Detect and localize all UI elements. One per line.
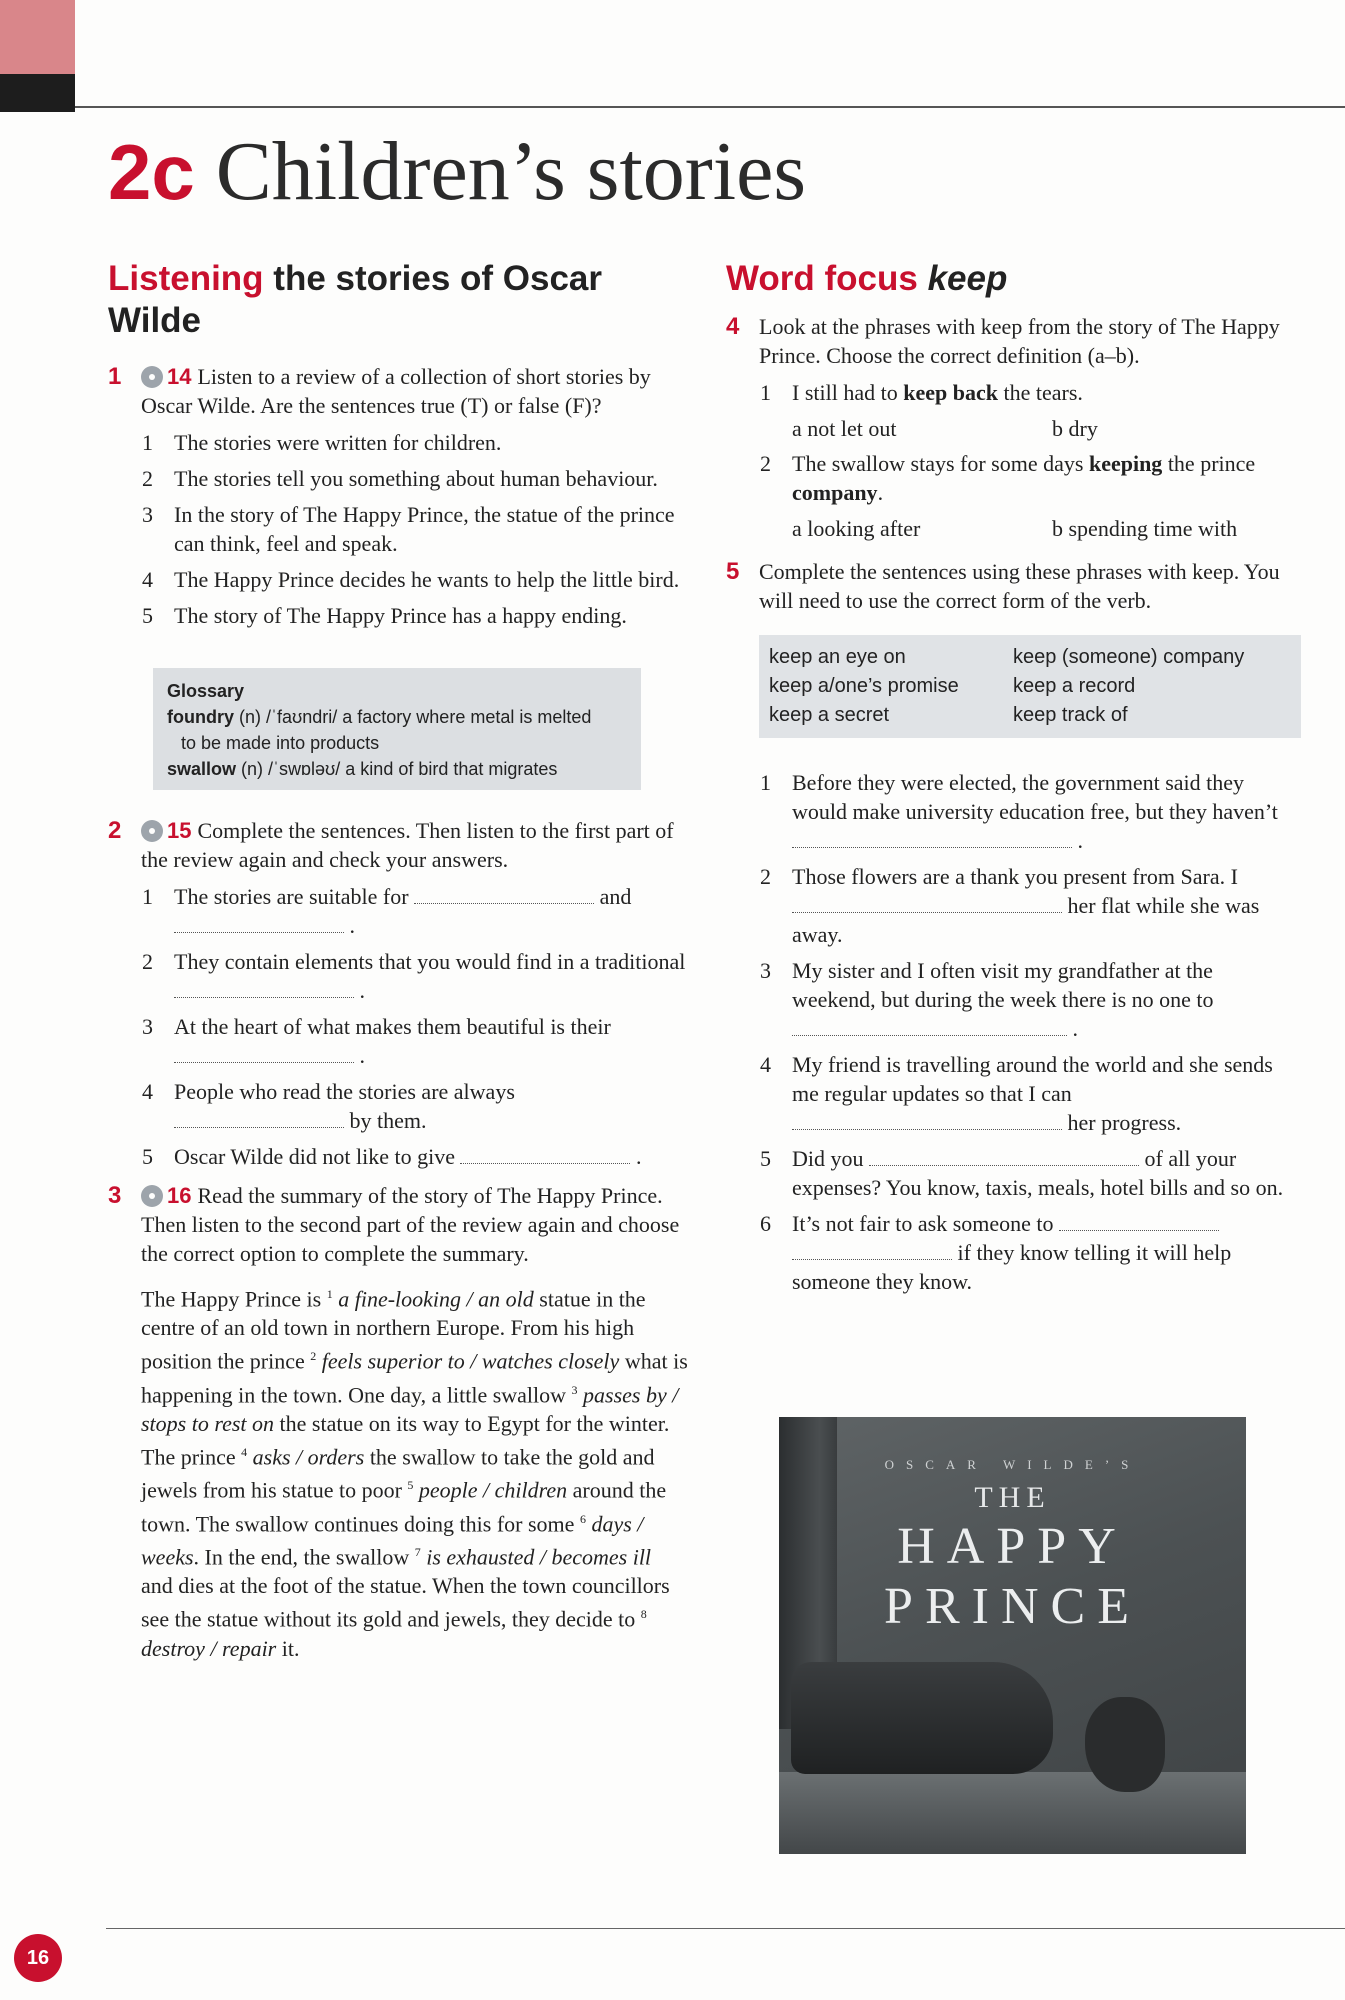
exercise-2-items — [108, 882, 688, 1171]
option-a[interactable]: a looking after — [792, 516, 921, 541]
glossary-heading: Glossary — [167, 681, 245, 701]
option-a[interactable]: a not let out — [792, 416, 897, 441]
glossary-box: Glossary foundry (n) /ˈfaʊndri/ a factory where metal is melted to be made into products swallow (n) /ˈswɒləʊ/ a kind of bird that migrates — [153, 668, 641, 790]
answer-blank[interactable] — [174, 914, 344, 933]
list-item: 1 The stories were written for children. — [142, 430, 502, 455]
answer-blank[interactable] — [174, 1109, 344, 1128]
option-b[interactable]: b dry — [1052, 416, 1098, 441]
exercise-number: 1 — [108, 363, 122, 390]
list-item: 2 The swallow stays for some days keeping the prince company. — [760, 451, 1256, 505]
option-choice[interactable]: asks / orders — [252, 1444, 365, 1470]
book-cover-image — [779, 1417, 1246, 1854]
answer-options — [726, 414, 1301, 443]
exercise-number: 5 — [726, 558, 740, 585]
answer-blank[interactable] — [869, 1147, 1139, 1166]
phrase: keep an eye on — [769, 646, 906, 668]
exercise-number: 2 — [108, 817, 122, 844]
option-b[interactable]: b spending time with — [1052, 516, 1238, 541]
audio-cd-icon — [141, 366, 163, 388]
bottom-rule — [106, 1928, 1345, 1929]
option-choice[interactable]: people / children — [418, 1477, 568, 1503]
exercise-4-items — [726, 378, 1301, 543]
page-number: 16 — [14, 1934, 62, 1982]
option-choice[interactable]: feels superior to / watches closely — [321, 1348, 620, 1374]
answer-blank[interactable] — [174, 979, 354, 998]
list-item: 4 The Happy Prince decides he wants to help the little bird. — [142, 567, 680, 592]
book-title-happy: HAPPY — [897, 1518, 1128, 1575]
list-item: 5 Oscar Wilde did not like to give . — [142, 1144, 642, 1169]
instruction: Listen to a review of a collection of short stories by Oscar Wilde. Are the sentences true (T) or false (F)? — [141, 364, 651, 418]
section-tab — [0, 0, 75, 112]
listening-heading: Listening the stories of Oscar Wilde — [108, 259, 603, 340]
answer-blank[interactable] — [792, 894, 1062, 913]
exercise-2 — [108, 816, 688, 874]
phrase: keep (someone) company — [1013, 646, 1245, 668]
option-choice[interactable]: a fine-looking / an old — [338, 1286, 534, 1312]
phrase: keep a record — [1013, 675, 1136, 697]
exercise-5-items — [726, 768, 1301, 1296]
exercise-number: 3 — [108, 1182, 122, 1209]
statue-plinth — [779, 1772, 1246, 1854]
right-column — [726, 258, 1301, 1303]
page-title — [108, 125, 807, 218]
option-choice[interactable]: destroy / repair — [141, 1635, 277, 1661]
unit-title: Children’s stories — [215, 125, 807, 218]
list-item: 3 My sister and I often visit my grandfather at the weekend, but during the week there is no one to . — [760, 958, 1214, 1041]
list-item: 1 I still had to keep back the tears. — [760, 380, 1083, 405]
list-item: 3 In the story of The Happy Prince, the statue of the prince can think, feel and speak. — [142, 502, 675, 556]
phrase: keep a/one’s promise — [769, 675, 959, 697]
instruction: Look at the phrases with keep from the story of The Happy Prince. Choose the correct definition (a–b). — [759, 314, 1280, 368]
list-item: 2 They contain elements that you would find in a traditional . — [142, 949, 686, 1003]
phrase: keep track of — [1013, 704, 1128, 726]
answer-blank[interactable] — [174, 1044, 354, 1063]
list-item: 1 The stories are suitable for and . — [142, 884, 632, 938]
answer-blank[interactable] — [792, 1241, 952, 1260]
list-item: 5 The story of The Happy Prince has a happy ending. — [142, 603, 627, 628]
audio-cd-icon — [141, 820, 163, 842]
statue-shoe — [791, 1662, 1053, 1774]
list-item: 3 At the heart of what makes them beautiful is their . — [142, 1014, 611, 1068]
list-item: 6 It’s not fair to ask someone to if they know telling it will help someone they know. — [760, 1211, 1232, 1294]
answer-blank[interactable] — [460, 1145, 630, 1164]
list-item: 5 Did you of all your expenses? You know, taxis, meals, hotel bills and so on. — [760, 1146, 1284, 1200]
phrase: keep a secret — [769, 704, 890, 726]
top-rule — [75, 106, 1345, 108]
story-summary: The Happy Prince is $^1$ a fine-looking / an old statue in the centre of an old town in northern Europe. From his high position the prince $^2$ feels superior to / watches closely what is happening in the town. One day, a little swallow $^3$ passes by / stops to rest on the statue on its way to Egypt for the winter. The prince $^4$ asks / orders the swallow to take the gold and jewels from his statue to poor $^5$ people / children around the town. The swallow continues doing this for some $^6$ days / weeks. In the end, the swallow $^7$ is exhausted / becomes ill and dies at the foot of the statue. When the town councillors see the statue without its gold and jewels, they decide to $^8$ destroy / repair it. — [141, 1286, 688, 1661]
unit-code: 2c — [108, 128, 195, 216]
exercise-5 — [726, 557, 1301, 615]
book-author: OSCAR WILDE’S — [884, 1457, 1141, 1472]
glossary-entry: swallow (n) /ˈswɒləʊ/ a kind of bird that migrates — [167, 759, 558, 779]
left-column — [108, 258, 688, 1663]
audio-cd-icon — [141, 1185, 163, 1207]
option-choice[interactable]: is exhausted / becomes ill — [426, 1544, 652, 1570]
track-number: 15 — [167, 818, 192, 843]
answer-blank[interactable] — [792, 1111, 1062, 1130]
exercise-number: 4 — [726, 313, 740, 340]
option-choice[interactable]: days / weeks — [141, 1510, 644, 1570]
instruction: Complete the sentences. Then listen to the first part of the review again and check your answers. — [141, 818, 674, 872]
book-title-prince: PRINCE — [884, 1578, 1141, 1635]
answer-blank[interactable] — [792, 829, 1072, 848]
exercise-4 — [726, 312, 1301, 370]
exercise-1-items — [108, 428, 688, 630]
instruction: Complete the sentences using these phrases with keep. You will need to use the correct form of the verb. — [759, 559, 1280, 613]
answer-blank[interactable] — [1059, 1212, 1219, 1231]
list-item: 2 The stories tell you something about human behaviour. — [142, 466, 658, 491]
word-focus-heading: Word focus keep — [726, 259, 1008, 298]
list-item: 1 Before they were elected, the government said they would make university education free, but they haven’t . — [760, 770, 1278, 853]
section-tab-dark — [0, 74, 75, 112]
phrase-box — [759, 635, 1301, 738]
answer-blank[interactable] — [792, 1017, 1067, 1036]
answer-blank[interactable] — [414, 885, 594, 904]
list-item: 4 My friend is travelling around the world and she sends me regular updates so that I can her progress. — [760, 1052, 1273, 1135]
option-choice[interactable]: passes by / stops to rest on — [141, 1381, 679, 1436]
answer-options — [726, 514, 1301, 543]
list-item: 2 Those flowers are a thank you present from Sara. I her flat while she was away. — [760, 864, 1260, 947]
book-title-the: THE — [974, 1481, 1051, 1514]
track-number: 16 — [167, 1183, 192, 1208]
list-item: 4 People who read the stories are always by them. — [142, 1079, 515, 1133]
exercise-3 — [108, 1181, 688, 1268]
glossary-entry: foundry (n) /ˈfaʊndri/ a factory where metal is melted — [167, 707, 592, 727]
track-number: 14 — [167, 364, 192, 389]
swallow-bird — [1085, 1697, 1165, 1792]
instruction: Read the summary of the story of The Happy Prince. Then listen to the second part of the review again and choose the correct option to complete the summary. — [141, 1183, 680, 1266]
exercise-1 — [108, 362, 688, 420]
